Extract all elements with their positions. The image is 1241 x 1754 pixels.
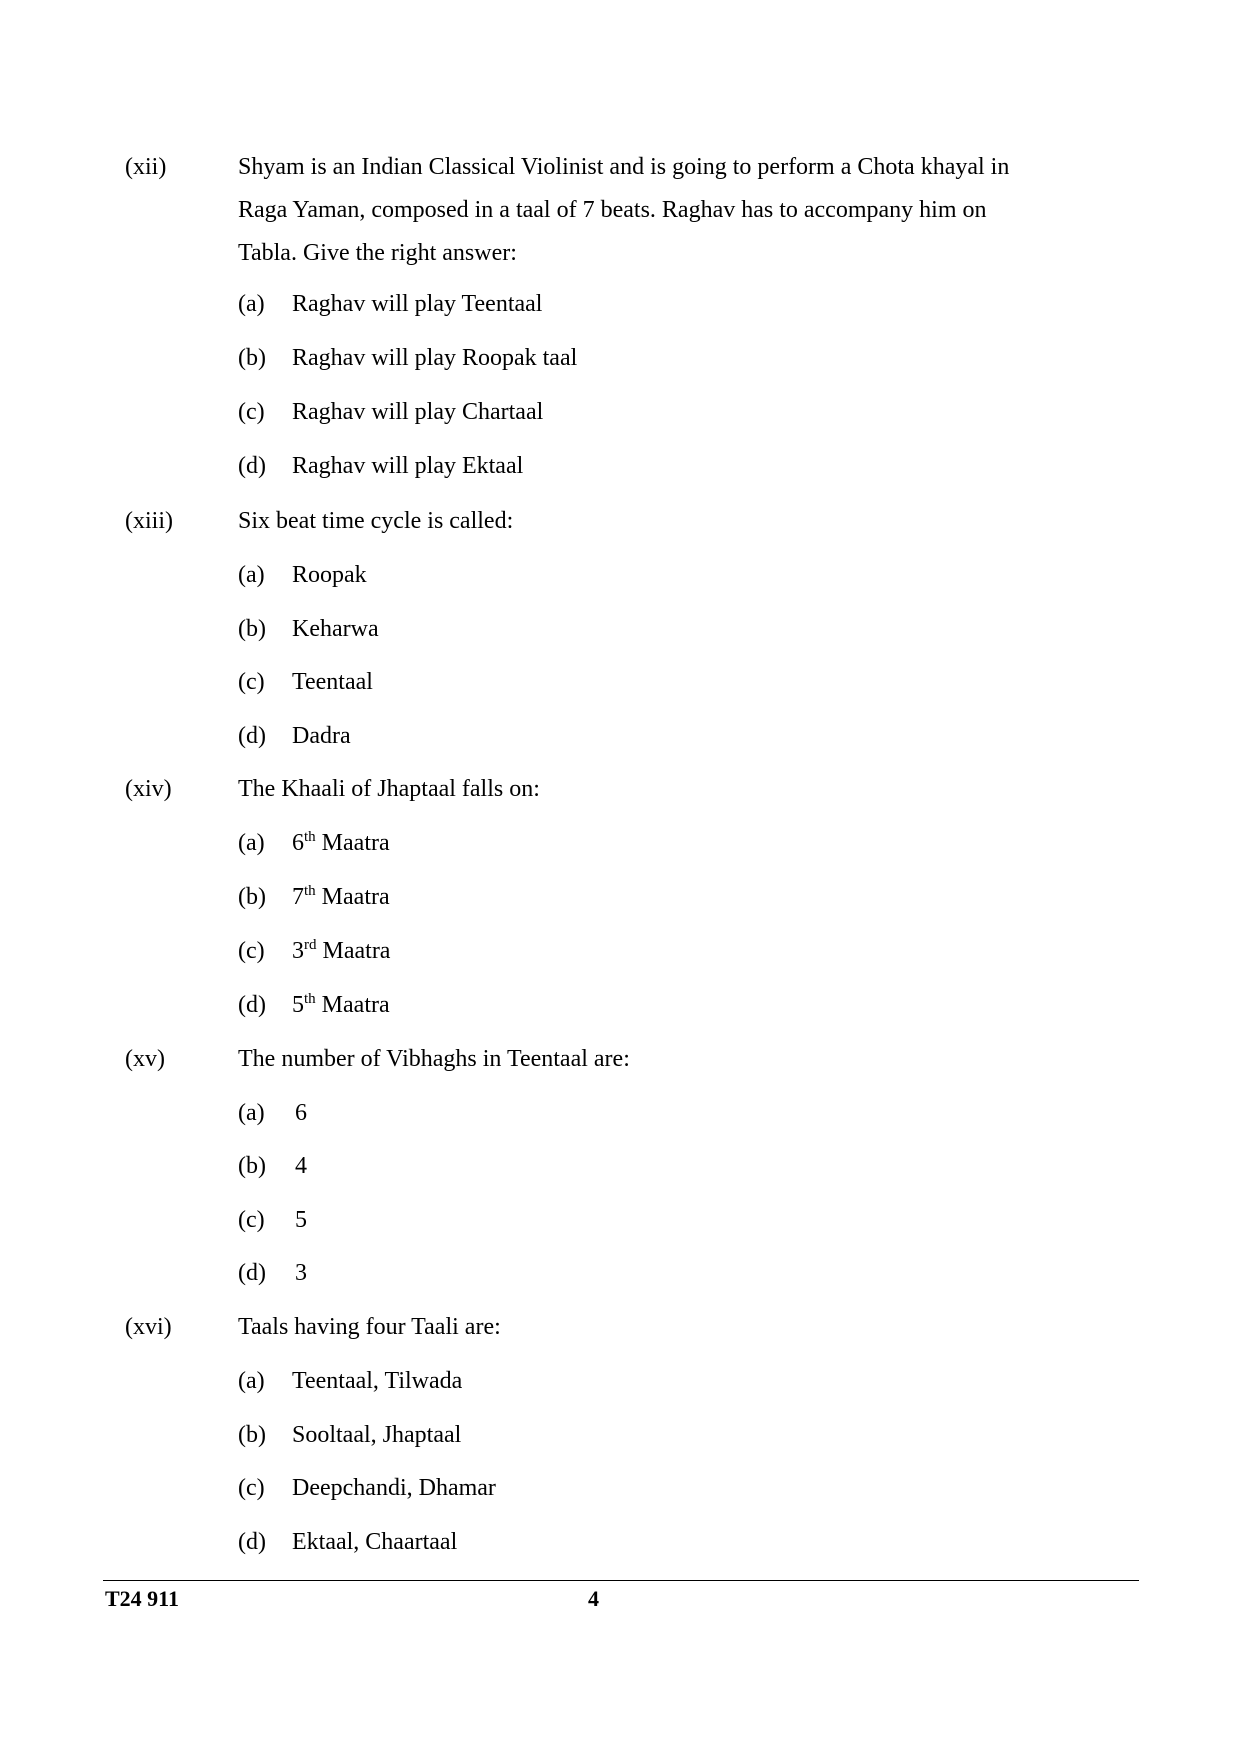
ordinal-number: 3 <box>292 938 304 964</box>
option-label: (d) <box>238 1529 266 1555</box>
option-text: 6 <box>295 1100 307 1126</box>
option-xiv-d <box>0 985 1241 1025</box>
option-text: Dadra <box>292 723 351 749</box>
option-label: (c) <box>238 938 265 964</box>
option-xv-a <box>0 1093 1241 1133</box>
option-label: (a) <box>238 291 265 317</box>
option-text: 4 <box>295 1153 307 1179</box>
question-number: (xii) <box>125 154 167 180</box>
ordinal-number: 7 <box>292 884 304 910</box>
ordinal-number: 6 <box>292 830 304 856</box>
option-word: Maatra <box>321 884 390 910</box>
option-xiii-c <box>0 662 1241 702</box>
question-text: The number of Vibhaghs in Teentaal are: <box>238 1046 630 1072</box>
option-text <box>292 931 390 971</box>
ordinal-suffix: rd <box>304 937 317 953</box>
option-xii-b <box>0 338 1241 378</box>
option-text: Sooltaal, Jhaptaal <box>292 1422 462 1448</box>
option-text: Deepchandi, Dhamar <box>292 1475 496 1501</box>
option-text: Raghav will play Ektaal <box>292 453 524 479</box>
option-word: Maatra <box>322 938 391 964</box>
option-xiii-d <box>0 716 1241 756</box>
option-label: (d) <box>238 723 266 749</box>
option-text <box>292 823 390 863</box>
option-label: (a) <box>238 1368 265 1394</box>
ordinal-suffix: th <box>304 991 316 1007</box>
option-xiv-b <box>0 877 1241 917</box>
option-label: (c) <box>238 669 265 695</box>
option-text: Raghav will play Roopak taal <box>292 345 578 371</box>
question-text: The Khaali of Jhaptaal falls on: <box>238 776 540 802</box>
option-xv-b <box>0 1146 1241 1186</box>
option-xvi-a <box>0 1361 1241 1401</box>
option-xiv-a <box>0 823 1241 863</box>
option-text: 5 <box>295 1207 307 1233</box>
option-text: Keharwa <box>292 616 379 642</box>
question-text: Taals having four Taali are: <box>238 1314 501 1340</box>
question-text: Six beat time cycle is called: <box>238 508 514 534</box>
option-xv-d <box>0 1253 1241 1293</box>
question-number: (xv) <box>125 1046 165 1072</box>
option-label: (d) <box>238 453 266 479</box>
option-text: Teentaal <box>292 669 373 695</box>
option-text <box>292 985 390 1025</box>
option-text: Raghav will play Chartaal <box>292 399 544 425</box>
ordinal-suffix: th <box>304 829 316 845</box>
option-label: (a) <box>238 830 265 856</box>
option-xv-c <box>0 1200 1241 1240</box>
option-text: Ektaal, Chaartaal <box>292 1529 458 1555</box>
option-word: Maatra <box>321 830 390 856</box>
option-xii-a <box>0 284 1241 324</box>
option-label: (a) <box>238 1100 265 1126</box>
option-label: (b) <box>238 1153 266 1179</box>
option-xiv-c <box>0 931 1241 971</box>
option-xii-c <box>0 392 1241 432</box>
question-number: (xiv) <box>125 776 172 802</box>
paper-code: T24 911 <box>105 1586 179 1611</box>
option-label: (c) <box>238 1475 265 1501</box>
option-text <box>292 877 390 917</box>
footer-divider <box>103 1580 1139 1581</box>
option-xvi-c <box>0 1468 1241 1508</box>
option-label: (d) <box>238 992 266 1018</box>
question-number: (xvi) <box>125 1314 172 1340</box>
option-label: (b) <box>238 345 266 371</box>
option-label: (a) <box>238 562 265 588</box>
option-label: (d) <box>238 1260 266 1286</box>
option-text: 3 <box>295 1260 307 1286</box>
question-text: Shyam is an Indian Classical Violinist and is going to perform a Chota khayal in Raga Yaman, composed in a taal of 7 beats. Raghav has to accompany him on Tabla. Give the right answer: <box>238 154 1010 266</box>
question-number: (xiii) <box>125 508 173 534</box>
option-xiii-b <box>0 609 1241 649</box>
option-label: (b) <box>238 616 266 642</box>
ordinal-number: 5 <box>292 992 304 1018</box>
option-xiii-a <box>0 555 1241 595</box>
option-text: Roopak <box>292 562 367 588</box>
ordinal-suffix: th <box>304 883 316 899</box>
option-xii-d <box>0 446 1241 486</box>
option-text: Raghav will play Teentaal <box>292 291 543 317</box>
option-label: (c) <box>238 399 265 425</box>
option-label: (b) <box>238 884 266 910</box>
option-xvi-b <box>0 1415 1241 1455</box>
option-text: Teentaal, Tilwada <box>292 1368 463 1394</box>
page-number: 4 <box>588 1586 599 1611</box>
option-word: Maatra <box>321 992 390 1018</box>
option-label: (b) <box>238 1422 266 1448</box>
option-label: (c) <box>238 1207 265 1233</box>
option-xvi-d <box>0 1522 1241 1562</box>
